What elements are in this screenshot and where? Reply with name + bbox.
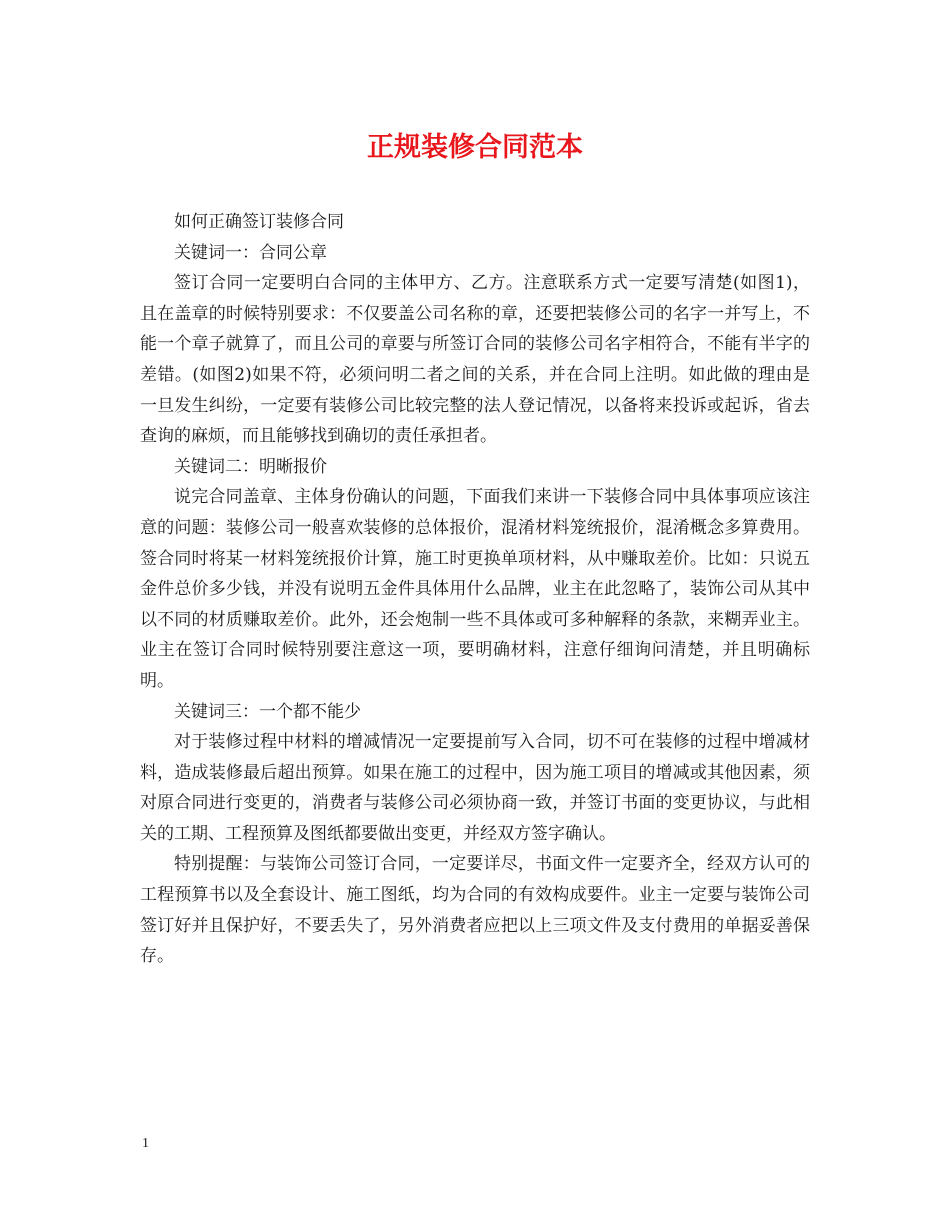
paragraph-clear-quote: 说完合同盖章、主体身份确认的问题，下面我们来讲一下装修合同中具体事项应该注意的问题：装修公司一般喜欢装修的总体报价，混淆材料笼统报价，混淆概念多算费用。签合同时将某一材料笼统报价计算，施工时更换单项材料，从中赚取差价。比如：只说五金件总价多少钱，并没有说明五金件具体用什么品牌，业主在此忽略了，装饰公司从其中以不同的材质赚取差价。此外，还会炮制一些不具体或可多种解释的条款，来糊弄业主。业主在签订合同时候特别要注意这一项，要明确材料，注意仔细询问清楚，并且明确标明。 [140,487,810,691]
paragraph-contract-seal: 签订合同一定要明白合同的主体甲方、乙方。注意联系方式一定要写清楚(如图1)，且在盖章的时候特别要求：不仅要盖公司名称的章，还要把装修公司的名字一并写上，不能一个章子就算了，而且公司的章要与所签订合同的装修公司名字相符合，不能有半字的差错。(如图2)如果不符，必须问明二者之间的关系，并在合同上注明。如此做的理由是一旦发生纠纷，一定要有装修公司比较完整的法人登记情况，以备将来投诉或起诉，省去查询的麻烦，而且能够找到确切的责任承担者。 [140,273,810,447]
paragraph-heading-how-to-sign: 如何正确签订装修合同 [174,212,344,232]
paragraph-special-reminder: 特别提醒：与装饰公司签订合同，一定要详尽，书面文件一定要齐全，经双方认可的工程预算书以及全套设计、施工图纸，均为合同的有效构成要件。业主一定要与装饰公司签订好并且保护好，不要丢失了，另外消费者应把以上三项文件及支付费用的单据妥善保存。 [140,854,810,967]
page-number: 1 [142,1136,149,1151]
paragraph-keyword-three: 关键词三：一个都不能少 [174,701,361,722]
paragraph-keyword-two: 关键词二：明晰报价 [174,456,327,477]
paragraph-keyword-one: 关键词一：合同公章 [174,242,327,263]
document-title: 正规装修合同范本 [367,132,583,163]
paragraph-materials-change: 对于装修过程中材料的增减情况一定要提前写入合同，切不可在装修的过程中增减材料，造成装修最后超出预算。如果在施工的过程中，因为施工项目的增减或其他因素，须对原合同进行变更的，消费者与装修公司必须协商一致，并签订书面的变更协议，与此相关的工期、工程预算及图纸都要做出变更，并经双方签字确认。 [140,732,810,844]
document-body [140,207,810,972]
